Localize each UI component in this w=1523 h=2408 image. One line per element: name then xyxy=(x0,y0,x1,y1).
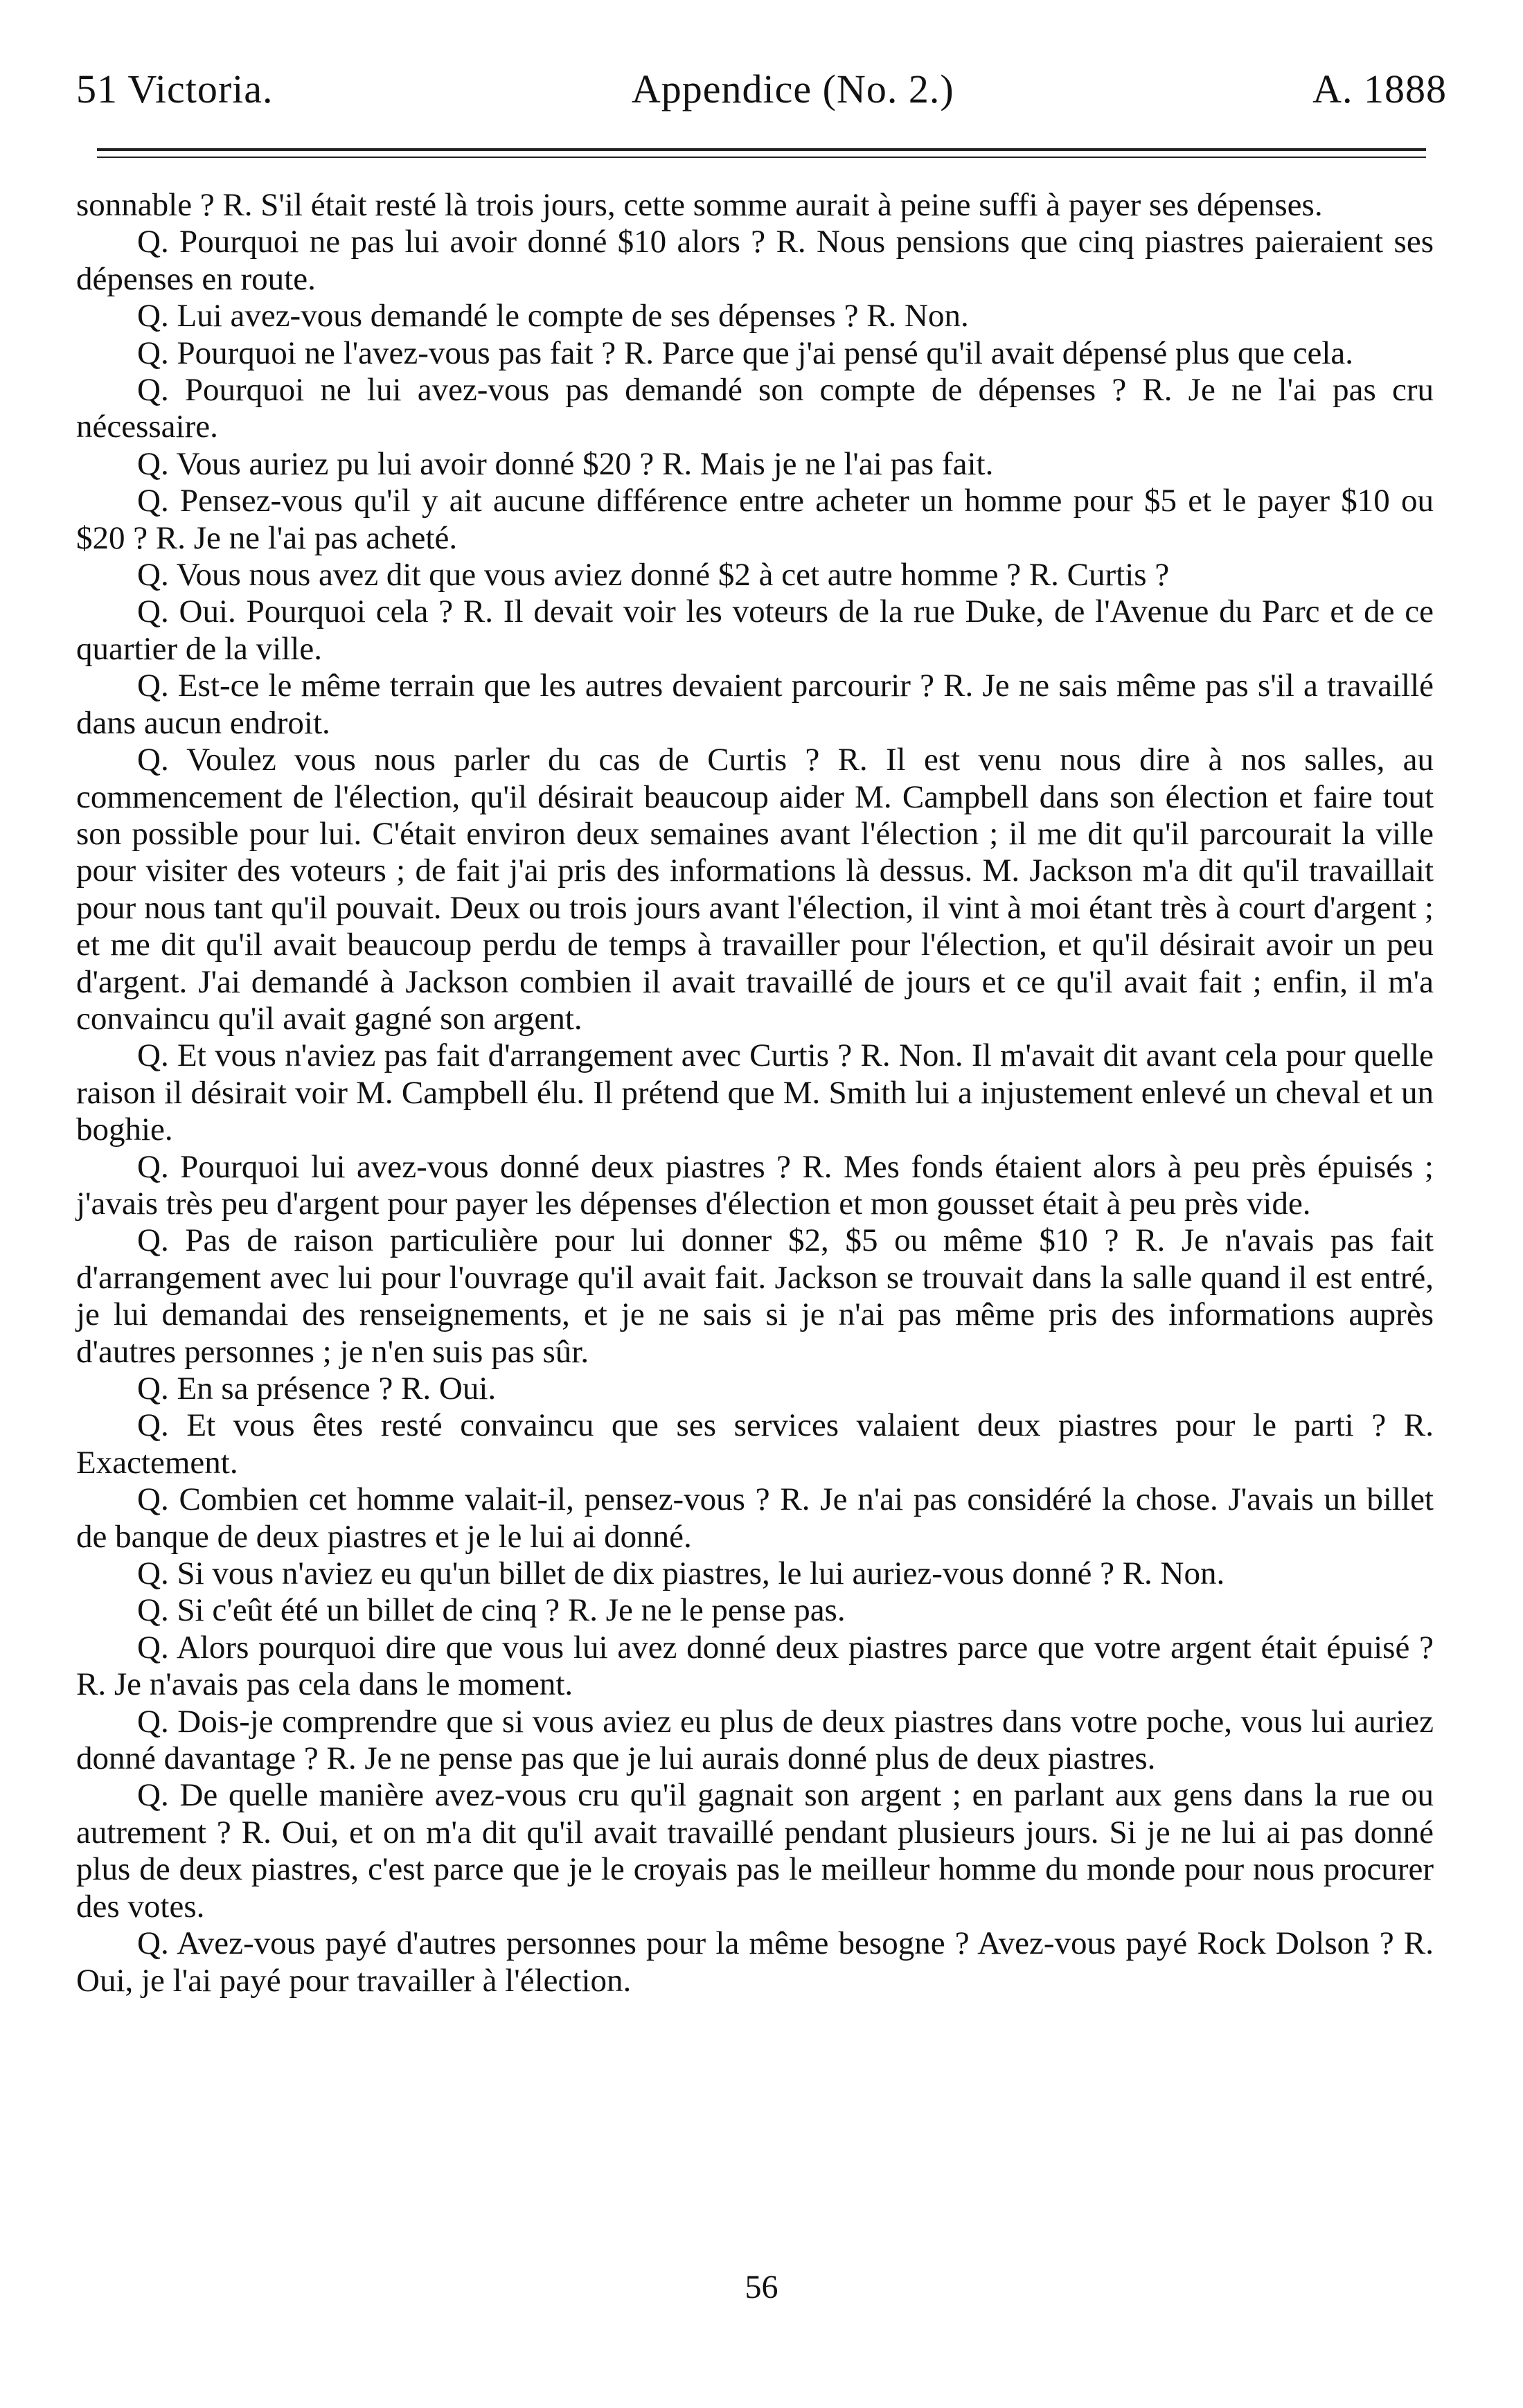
paragraph: Q. Pensez-vous qu'il y ait aucune différence entre acheter un homme pour $5 et le payer $10 ou $20 ? R. Je ne l'ai pas acheté. xyxy=(76,483,1434,556)
paragraph: Q. En sa présence ? R. Oui. xyxy=(137,1371,497,1407)
header-rule-thick xyxy=(97,148,1426,151)
paragraph: Q. Voulez vous nous parler du cas de Curtis ? R. Il est venu nous dire à nos salles, au commencement de l'élection, qu'il désirait beaucoup aider M. Campbell dans son élection et faire tout son possible pour lui. C'était environ deux semaines avant l'élection ; il me dit qu'il parcourait la ville pour visiter des voteurs ; de fait j'ai pris des informations là dessus. M. Jackson m'a dit qu'il travaillait pour nous tant qu'il pouvait. Deux ou trois jours avant l'élection, il vint à moi étant très à court d'argent ; et me dit qu'il avait beaucoup perdu de temps à travailler pour l'élection, et qu'il désirait avoir un peu d'argent. J'ai demandé à Jackson combien il avait travaillé de jours et ce qu'il avait fait ; enfin, il m'a convaincu qu'il avait gagné son argent. xyxy=(76,742,1434,1037)
paragraph: Q. Pourquoi ne lui avez-vous pas demandé son compte de dépenses ? R. Je ne l'ai pas cru nécessaire. xyxy=(76,372,1434,445)
paragraph: Q. Pourquoi ne l'avez-vous pas fait ? R. Parce que j'ai pensé qu'il avait dépensé plus que cela. xyxy=(137,335,1354,371)
paragraph: Q. Vous nous avez dit que vous aviez donné $2 à cet autre homme ? R. Curtis ? xyxy=(137,557,1170,594)
paragraph: Q. Alors pourquoi dire que vous lui avez donné deux piastres parce que votre argent était épuisé ? R. Je n'avais pas cela dans le moment. xyxy=(76,1629,1434,1703)
paragraph: Q. Et vous êtes resté convaincu que ses services valaient deux piastres pour le parti ? R. Exactement. xyxy=(76,1407,1434,1481)
page-number: 56 xyxy=(745,2269,778,2306)
paragraph: Q. Si c'eût été un billet de cinq ? R. Je ne le pense pas. xyxy=(137,1592,846,1629)
paragraph: Q. Pourquoi ne pas lui avoir donné $10 alors ? R. Nous pensions que cinq piastres paieraient ses dépenses en route. xyxy=(76,224,1434,297)
header-appendix: Appendice (No. 2.) xyxy=(631,66,954,112)
header-rule-thin xyxy=(97,157,1426,158)
paragraph: Q. Dois-je comprendre que si vous aviez eu plus de deux piastres dans votre poche, vous lui auriez donné davantage ? R. Je ne pense pas que je lui aurais donné plus de deux piastres. xyxy=(76,1703,1434,1777)
page-header xyxy=(76,66,1447,121)
paragraph: Q. Est-ce le même terrain que les autres devaient parcourir ? R. Je ne sais même pas s'il a travaillé dans aucun endroit. xyxy=(76,668,1434,741)
paragraph: Q. Oui. Pourquoi cela ? R. Il devait voir les voteurs de la rue Duke, de l'Avenue du Parc et de ce quartier de la ville. xyxy=(76,594,1434,667)
paragraph: Q. Pas de raison particulière pour lui donner $2, $5 ou même $10 ? R. Je n'avais pas fait d'arrangement avec lui pour l'ouvrage qu'il avait fait. Jackson se trouvait dans la salle quand il est entré, je lui demandai des renseignements, et je ne sais si je n'ai pas même pris des informations auprès d'autres personnes ; je n'en suis pas sûr. xyxy=(76,1222,1434,1370)
paragraph: Q. Lui avez-vous demandé le compte de ses dépenses ? R. Non. xyxy=(137,298,969,335)
paragraph: Q. Vous auriez pu lui avoir donné $20 ? R. Mais je ne l'ai pas fait. xyxy=(137,445,994,482)
paragraph: Q. Combien cet homme valait-il, pensez-vous ? R. Je n'ai pas considéré la chose. J'avais un billet de banque de deux piastres et je le lui ai donné. xyxy=(76,1481,1434,1555)
paragraph: Q. Si vous n'aviez eu qu'un billet de dix piastres, le lui auriez-vous donné ? R. Non. xyxy=(137,1555,1225,1592)
header-session: 51 Victoria. xyxy=(76,66,274,112)
paragraph: Q. Pourquoi lui avez-vous donné deux piastres ? R. Mes fonds étaient alors à peu près épuisés ; j'avais très peu d'argent pour payer les dépenses d'élection et mon gousset était à peu près vide. xyxy=(76,1148,1434,1222)
testimony-text xyxy=(76,187,1434,1999)
paragraph: Q. Avez-vous payé d'autres personnes pour la même besogne ? Avez-vous payé Rock Dolson ? R. Oui, je l'ai payé pour travailler à l'élection. xyxy=(76,1925,1434,1999)
paragraph: sonnable ? R. S'il était resté là trois jours, cette somme aurait à peine suffi à payer ses dépenses. xyxy=(76,187,1323,223)
paragraph: Q. Et vous n'aviez pas fait d'arrangement avec Curtis ? R. Non. Il m'avait dit avant cela pour quelle raison il désirait voir M. Campbell élu. Il prétend que M. Smith lui a injustement enlevé un cheval et un boghie. xyxy=(76,1037,1434,1148)
header-year: A. 1888 xyxy=(1312,66,1447,112)
paragraph: Q. De quelle manière avez-vous cru qu'il gagnait son argent ; en parlant aux gens dans la rue ou autrement ? R. Oui, et on m'a dit qu'il avait travaillé pendant plusieurs jours. Si je ne lui ai pas donné plus de deux piastres, c'est parce que je le croyais pas le meilleur homme du monde pour nous procurer des votes. xyxy=(76,1777,1434,1925)
